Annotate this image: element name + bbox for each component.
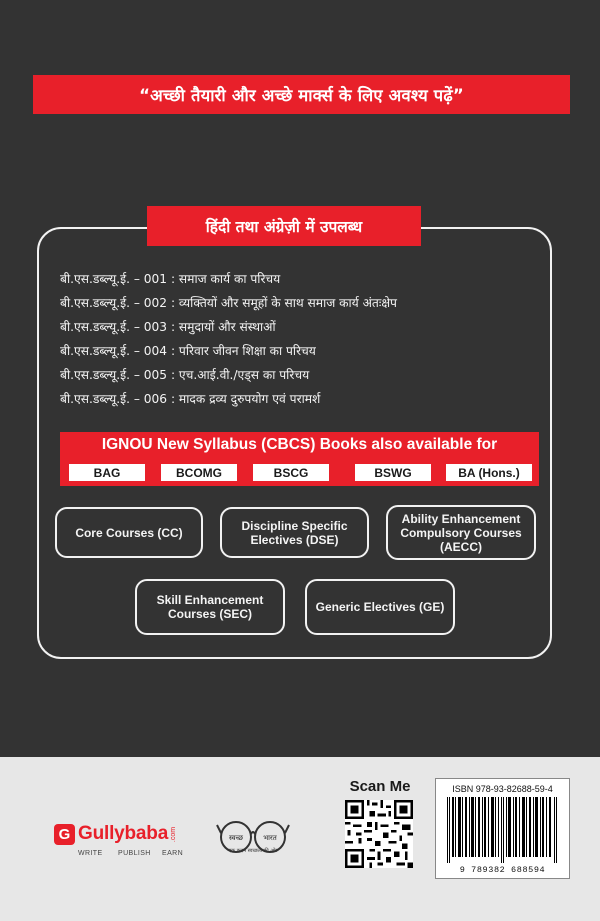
gullybaba-g-icon: G [54,824,75,845]
barcode-icon [445,797,560,863]
swachh-left-text: स्वच्छ [228,834,244,842]
category-ge [305,579,455,635]
program-bcomg: BCOMG [161,464,237,481]
scan-me-label: Scan Me [349,778,411,795]
qr-code-icon [345,800,413,868]
category-label: Skill Enhancement Courses (SEC) [156,593,264,621]
isbn-barcode [435,778,570,879]
course-item: बी.एस.डब्ल्यू.ई. – 003 : समुदायों और संस्थाओं [60,320,276,334]
program-bscg: BSCG [253,464,329,481]
category-dse [220,507,369,558]
cbcs-banner [60,432,539,486]
category-label: Ability Enhancement Compulsory Courses (AECC) [400,511,522,554]
course-item: बी.एस.डब्ल्यू.ई. – 005 : एच.आई.वी./एड्स का परिचय [60,368,310,382]
brand-suffix: .com [170,826,178,842]
availability-text: हिंदी तथा अंग्रेज़ी में उपलब्ध [205,218,363,236]
swachh-bharat-logo-icon [216,815,290,865]
category-aecc [386,505,536,560]
tagline-write: WRITE [78,850,103,857]
course-item: बी.एस.डब्ल्यू.ई. – 004 : परिवार जीवन शिक्षा का परिचय [60,344,316,358]
tagline-publish: PUBLISH [118,850,151,857]
slogan-text: “अच्छी तैयारी और अच्छे मार्क्स के लिए अवश्य पढ़ें” [139,86,464,105]
availability-badge [147,206,421,246]
program-ba-hons: BA (Hons.) [446,464,532,481]
gullybaba-logo [54,822,181,846]
course-item: बी.एस.डब्ल्यू.ई. – 002 : व्यक्तियों और समूहों के साथ समाज कार्य अंतःक्षेप [60,296,397,310]
slogan-banner [33,75,570,114]
course-item: बी.एस.डब्ल्यू.ई. – 006 : मादक द्रव्य दुरुपयोग एवं परामर्श [60,392,321,406]
category-core-courses [55,507,203,558]
swachh-right-text: भारत [263,834,277,842]
category-label: Discipline Specific Electives (DSE) [241,518,348,547]
category-label: Generic Electives (GE) [315,600,445,614]
program-bswg: BSWG [355,464,431,481]
category-sec [135,579,285,635]
course-list [60,267,530,411]
tagline-earn: EARN [162,850,184,857]
category-label: Core Courses (CC) [75,525,183,540]
brand-name: Gullybaba [78,823,169,844]
isbn-number: ISBN 978-93-82688-59-4 [452,784,553,794]
swachh-tagline: एक कदम स्वच्छता की ओर [228,848,278,854]
program-bag: BAG [69,464,145,481]
course-item: बी.एस.डब्ल्यू.ई. – 001 : समाज कार्य का परिचय [60,272,281,286]
cbcs-title: IGNOU New Syllabus (CBCS) Books also available for [101,436,498,453]
barcode-digits: 9 789382 688594 [459,865,546,875]
